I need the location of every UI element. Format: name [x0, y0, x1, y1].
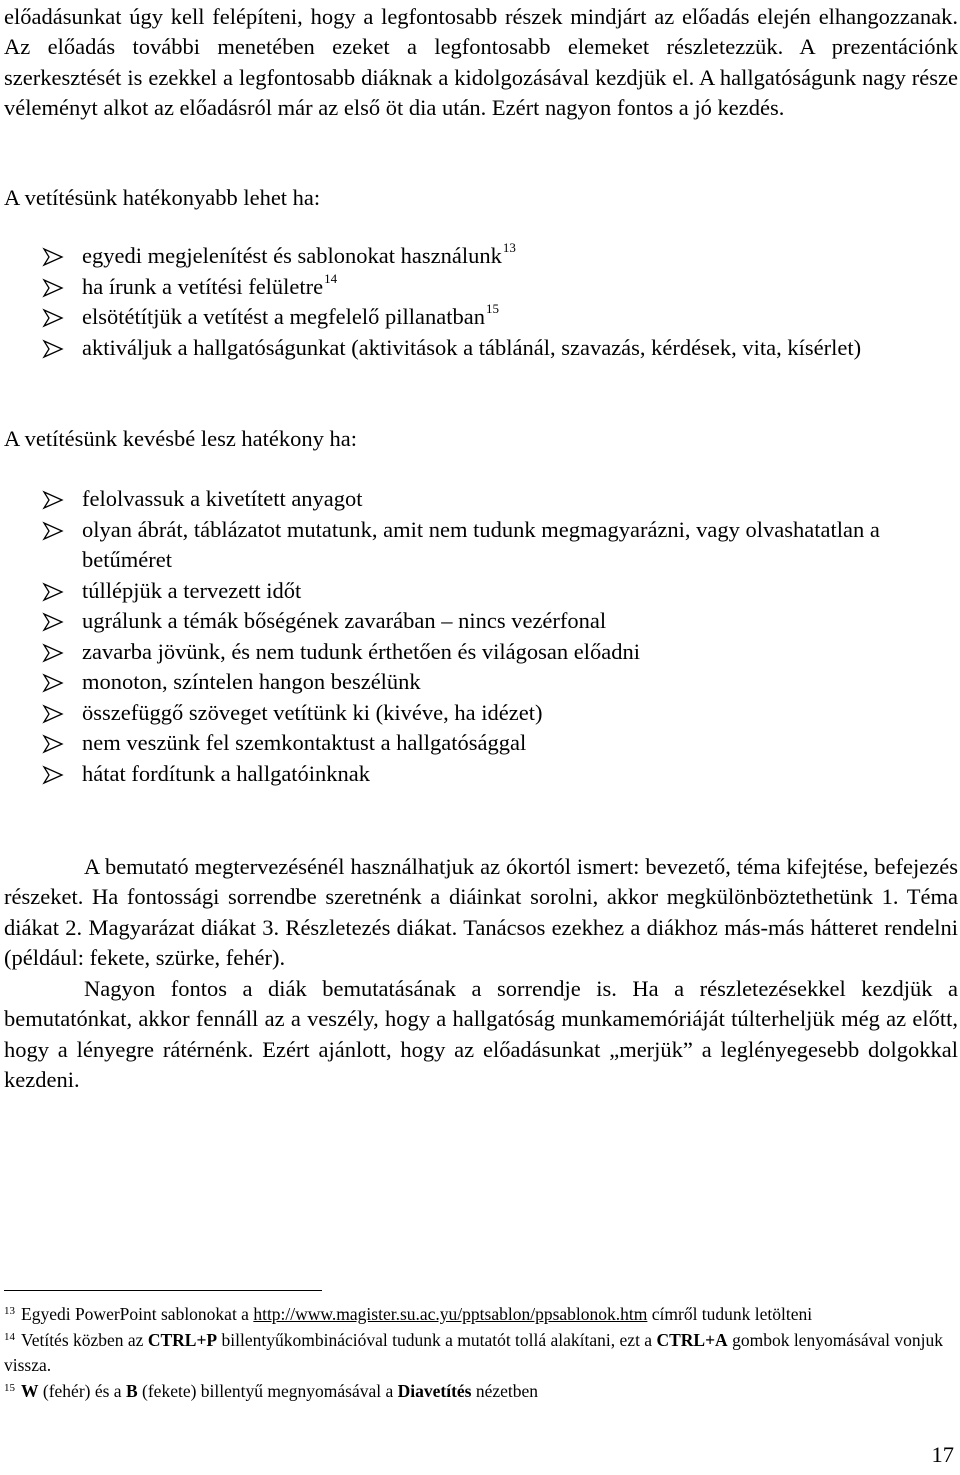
footnote-link[interactable]: http://www.magister.su.ac.yu/pptsablon/ppsablonok.htm	[253, 1304, 648, 1324]
list-item	[0, 728, 960, 759]
footnotes	[4, 1302, 954, 1404]
footnote-number: 13	[4, 1305, 15, 1317]
hollow-arrow-bullet-icon	[42, 582, 64, 602]
list-item-text: hátat fordítunk a hallgatóinknak	[82, 760, 371, 786]
footnote-number: 15	[4, 1381, 15, 1394]
list-item	[0, 484, 960, 515]
effective-list	[0, 241, 960, 363]
list-item-text: ha írunk a vetítési felületre	[82, 273, 324, 299]
hollow-arrow-bullet-icon	[42, 765, 64, 785]
footnote-text: (fekete) billentyű megnyomásával a	[142, 1380, 394, 1401]
footnote-text: (fehér) és a	[42, 1380, 122, 1401]
hollow-arrow-bullet-icon	[42, 339, 64, 359]
footnote-14	[4, 1328, 954, 1379]
footnote-key: B	[125, 1380, 138, 1401]
footnote-key: Diavetítés	[397, 1380, 472, 1401]
footnote-divider	[4, 1290, 322, 1291]
effective-heading: A vetítésünk hatékonyabb lehet ha:	[4, 185, 321, 210]
list-item-text: aktiváljuk a hallgatóságunkat (aktivitások a táblánál, szavazás, kérdések, vita, kísérlet)	[82, 334, 862, 360]
list-item	[0, 606, 960, 637]
list-item-text: nem veszünk fel szemkontaktust a hallgatósággal	[82, 730, 527, 755]
list-item-text: olyan ábrát, táblázatot mutatunk, amit nem tudunk megmagyarázni, vagy olvashatatlan a betűméret	[82, 516, 880, 572]
list-item	[0, 241, 960, 272]
footnote-ref: 15	[486, 301, 499, 316]
footnote-text: nézetben	[475, 1380, 539, 1401]
hollow-arrow-bullet-icon	[42, 247, 64, 267]
list-item	[0, 576, 960, 607]
list-item-text: összefüggő szöveget vetítünk ki (kivéve, ha idézet)	[82, 699, 543, 725]
list-item-text: elsötétítjük a vetítést a megfelelő pillanatban	[82, 304, 485, 329]
list-item-text: felolvassuk a kivetített anyagot	[82, 486, 363, 511]
hollow-arrow-bullet-icon	[42, 704, 64, 724]
hollow-arrow-bullet-icon	[42, 734, 64, 754]
footnote-text: gombok lenyomásával vonjuk vissza.	[4, 1329, 944, 1375]
list-item	[0, 302, 960, 333]
list-item-text: ugrálunk a témák bőségének zavarában – nincs vezérfonal	[82, 608, 607, 633]
less-effective-list	[0, 484, 960, 789]
list-item	[0, 667, 960, 698]
paragraph-text: A bemutató megtervezésénél használhatjuk az ókortól ismert: bevezető, téma kifejtése, befejezés részeket. Ha fontossági sorrendbe szeretnénk a diáinkat sorolni, akkor megkülönböztethetünk 1. Téma diákat 2. Magyarázat diákat 3. Részletezés diákat. Tanácsos ezekhez a diákhoz más-más hátteret rendelni (például: fekete, szürke, fehér).	[4, 854, 958, 970]
footnote-key: CTRL+A	[656, 1329, 728, 1350]
list-item-text: túllépjük a tervezett időt	[82, 577, 302, 603]
footnote-text: billentyűkombinációval tudunk a mutatót tollá alakítani, ezt a	[221, 1329, 653, 1350]
footnote-15	[4, 1379, 954, 1405]
list-item-text: egyedi megjelenítést és sablonokat használunk	[82, 243, 502, 268]
hollow-arrow-bullet-icon	[42, 643, 64, 663]
hollow-arrow-bullet-icon	[42, 278, 64, 298]
footnote-text: Egyedi PowerPoint sablonokat a	[21, 1304, 249, 1324]
intro-paragraph: előadásunkat úgy kell felépíteni, hogy a legfontosabb részek mindjárt az előadás elején elhangozzanak. Az előadás további menetében ezeket a legfontosabb elemeket részletezzük. A prezentációnk szerkesztését is ezekkel a legfontosabb diáknak a kidolgozásával kezdjük el. A hallgatóságunk nagy része véleményt alkot az előadásról már az első öt dia után. Ezért nagyon fontos a jó kezdés.	[4, 4, 958, 120]
footnote-ref: 13	[502, 240, 516, 255]
hollow-arrow-bullet-icon	[42, 612, 64, 632]
footnote-ref: 14	[324, 270, 338, 286]
footnote-number: 14	[4, 1330, 15, 1343]
page-number: 17	[931, 1442, 954, 1467]
hollow-arrow-bullet-icon	[42, 490, 64, 510]
list-item	[0, 333, 960, 364]
list-item	[0, 759, 960, 790]
less-effective-heading: A vetítésünk kevésbé lesz hatékony ha:	[4, 426, 358, 451]
footnote-key: W	[21, 1380, 39, 1401]
body-paragraph	[4, 974, 958, 1095]
footnote-key: CTRL+P	[147, 1329, 218, 1350]
hollow-arrow-bullet-icon	[42, 673, 64, 693]
list-item-text: zavarba jövünk, és nem tudunk érthetően és világosan előadni	[82, 638, 640, 664]
list-item-text: monoton, színtelen hangon beszélünk	[82, 669, 421, 694]
paragraph-text: Nagyon fontos a diák bemutatásának a sorrendje is. Ha a részletezésekkel kezdjük a bemutatónkat, akkor fennáll az a veszély, hogy a hallgatóság munkamemóriáját túlterheljük még az előtt, hogy a lényegre rátérnénk. Ezért ajánlott, hogy az előadásunkat „merjük” a leglényegesebb dolgokkal kezdeni.	[4, 976, 958, 1092]
hollow-arrow-bullet-icon	[42, 308, 64, 328]
hollow-arrow-bullet-icon	[42, 521, 64, 541]
list-item	[0, 698, 960, 729]
list-item	[0, 637, 960, 668]
footnote-text: Vetítés közben az	[21, 1329, 144, 1350]
list-item	[0, 272, 960, 303]
list-item	[0, 515, 960, 576]
footnote-13	[4, 1302, 954, 1328]
footnote-text: címről tudunk letölteni	[651, 1304, 813, 1324]
body-paragraph	[4, 852, 958, 973]
